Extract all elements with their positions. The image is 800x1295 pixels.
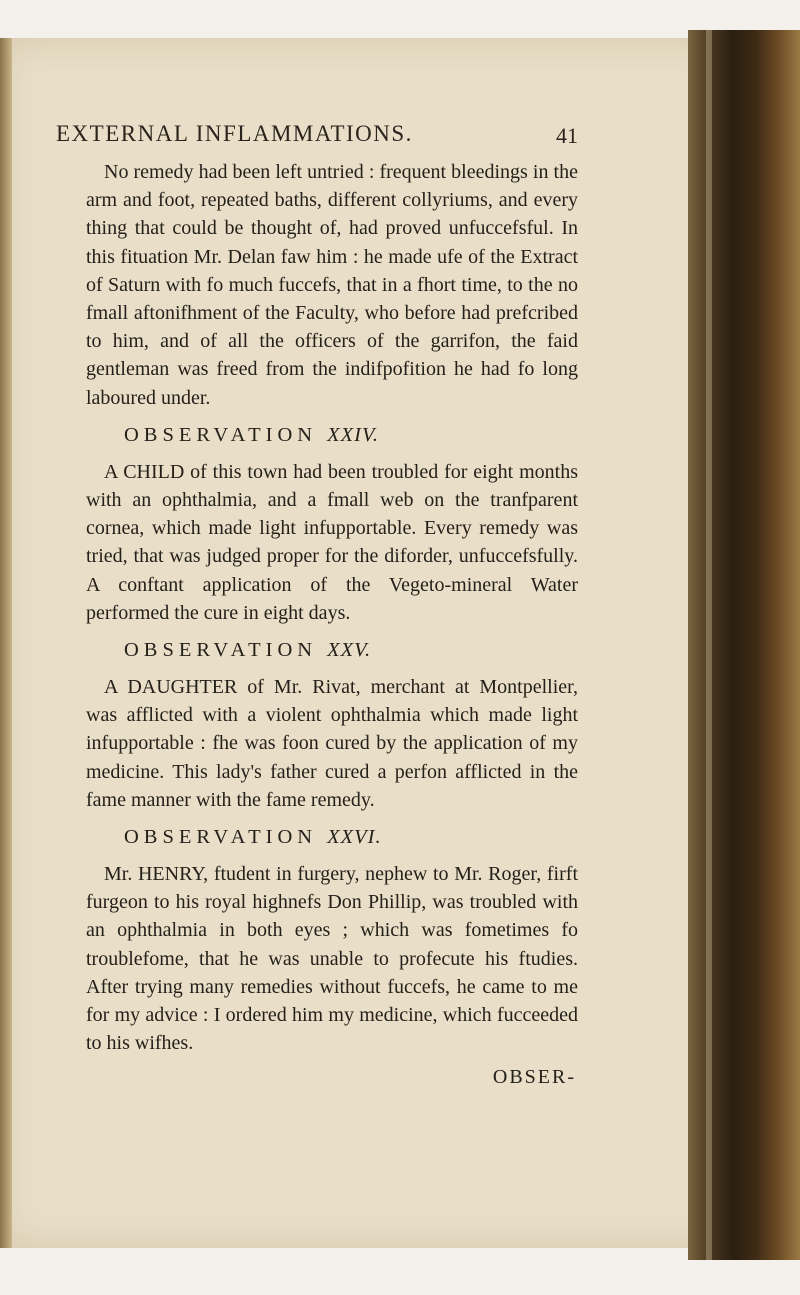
page-header bbox=[56, 114, 578, 158]
paragraph-continuation: No remedy had been left untried : frequent bleedings in the arm and foot, repeated baths, different collyriums, and every thing that could be thought of, had proved unfuccefsful. In this fituation Mr. Delan faw him : he made ufe of the Extract of Saturn with fo much fuccefs, that in a fhort time, to the no fmall aftonifhment of the Faculty, who before had prefcribed to him, and of all the officers of the garrifon, the faid gentleman was freed from the indifpofition he had fo long laboured under. bbox=[86, 161, 578, 409]
observation-numeral: XXVI. bbox=[327, 826, 382, 849]
observation-label: OBSERVATION bbox=[124, 423, 318, 446]
observation-25-heading bbox=[124, 635, 578, 665]
observation-label: OBSERVATION bbox=[124, 826, 318, 849]
observation-24-text: A CHILD of this town had been troubled for eight months with an ophthalmia, and a fmall web on the tranfparent cornea, which made light infupportable. Every remedy was tried, that was judged proper for the diforder, unfuccefsfully. A conftant application of the Vegeto-mineral Water performed the cure in eight days. bbox=[86, 460, 578, 624]
observation-26-text: Mr. HENRY, ftudent in furgery, nephew to Mr. Roger, firft furgeon to his royal highnefs Don Phillip, was troubled with an ophthalmia in both eyes ; which was fometimes fo troublefome, that he was unable to profecute his ftudies. After trying many remedies without fuccefs, he came to me for my advice : I ordered him my medicine, which fucceeded to his wifhes. bbox=[86, 863, 578, 1055]
page-number: 41 bbox=[556, 123, 578, 148]
observation-numeral: XXIV. bbox=[327, 423, 379, 446]
observation-25-text: A DAUGHTER of Mr. Rivat, merchant at Montpellier, was afflicted with a violent ophthalmia which made light infupportable : fhe was foon cured by the application of my medicine. This lady's father cured a perfon afflicted in the fame manner with the fame remedy. bbox=[86, 676, 578, 811]
running-head: EXTERNAL INFLAMMATIONS. bbox=[56, 121, 413, 146]
observation-label: OBSERVATION bbox=[124, 639, 318, 662]
page-edge bbox=[0, 38, 12, 1248]
observation-numeral: XXV. bbox=[327, 639, 372, 662]
observation-24-heading bbox=[124, 420, 578, 450]
observation-26-heading bbox=[124, 822, 578, 852]
page-text-block bbox=[56, 114, 578, 1092]
book-binding bbox=[688, 30, 800, 1260]
catchword: OBSER- bbox=[492, 1066, 576, 1089]
